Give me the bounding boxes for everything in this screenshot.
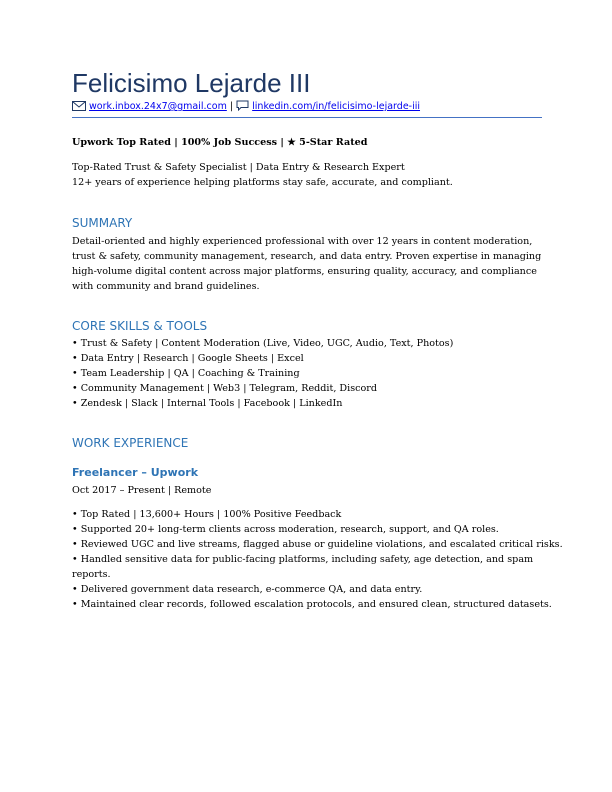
experience-bullet: • Reviewed UGC and live streams, flagged abuse or guideline violations, and escalated critical risks. bbox=[72, 539, 563, 550]
experience-bullet: • Handled sensitive data for public-facing platforms, including safety, age detection, and spam bbox=[72, 554, 534, 565]
experience-bullets bbox=[72, 507, 563, 612]
experience-bullet: • Maintained clear records, followed escalation protocols, and ensured clean, structured datasets. bbox=[72, 599, 552, 610]
job-title: Freelancer – Upwork bbox=[72, 466, 199, 479]
summary-line: with community and brand guidelines. bbox=[72, 281, 260, 292]
tagline-2: 12+ years of experience helping platforms stay safe, accurate, and compliant. bbox=[72, 177, 453, 188]
candidate-name: Felicisimo Lejarde III bbox=[72, 68, 311, 98]
summary-line: trust & safety, community management, research, and data entry. Proven expertise in managing bbox=[72, 251, 542, 262]
chat-bubble-icon bbox=[236, 100, 249, 116]
experience-bullet: • Delivered government data research, e-commerce QA, and data entry. bbox=[72, 584, 423, 595]
summary-heading: SUMMARY bbox=[72, 216, 133, 230]
skills-heading: CORE SKILLS & TOOLS bbox=[72, 319, 208, 333]
experience-heading: WORK EXPERIENCE bbox=[72, 436, 189, 450]
skill-item: • Data Entry | Research | Google Sheets | Excel bbox=[72, 353, 304, 364]
skills-list bbox=[72, 336, 542, 411]
summary-paragraph bbox=[72, 234, 542, 294]
experience-bullet-continuation: reports. bbox=[72, 569, 111, 580]
skill-item: • Community Management | Web3 | Telegram, Reddit, Discord bbox=[72, 383, 377, 394]
envelope-icon bbox=[72, 101, 86, 116]
linkedin-link[interactable]: linkedin.com/in/felicisimo-lejarde-iii bbox=[252, 101, 421, 112]
skill-item: • Zendesk | Slack | Internal Tools | Facebook | LinkedIn bbox=[72, 398, 343, 409]
badge-line: Upwork Top Rated | 100% Job Success | ★ 5-Star Rated bbox=[72, 137, 368, 148]
tagline-1: Top-Rated Trust & Safety Specialist | Data Entry & Research Expert bbox=[72, 162, 405, 173]
contact-separator: | bbox=[229, 101, 234, 112]
email-link[interactable]: work.inbox.24x7@gmail.com bbox=[89, 101, 227, 112]
summary-line: high-volume digital content across major platforms, ensuring quality, accuracy, and compliance bbox=[72, 266, 537, 277]
contact-line bbox=[72, 100, 420, 116]
header-divider bbox=[72, 117, 542, 118]
experience-bullet: • Supported 20+ long-term clients across moderation, research, support, and QA roles. bbox=[72, 524, 499, 535]
skill-item: • Trust & Safety | Content Moderation (Live, Video, UGC, Audio, Text, Photos) bbox=[72, 338, 454, 349]
experience-bullet: • Top Rated | 13,600+ Hours | 100% Positive Feedback bbox=[72, 509, 342, 520]
summary-line: Detail-oriented and highly experienced professional with over 12 years in content moderation, bbox=[72, 236, 533, 247]
skill-item: • Team Leadership | QA | Coaching & Training bbox=[72, 368, 300, 379]
job-dates: Oct 2017 – Present | Remote bbox=[72, 485, 212, 496]
